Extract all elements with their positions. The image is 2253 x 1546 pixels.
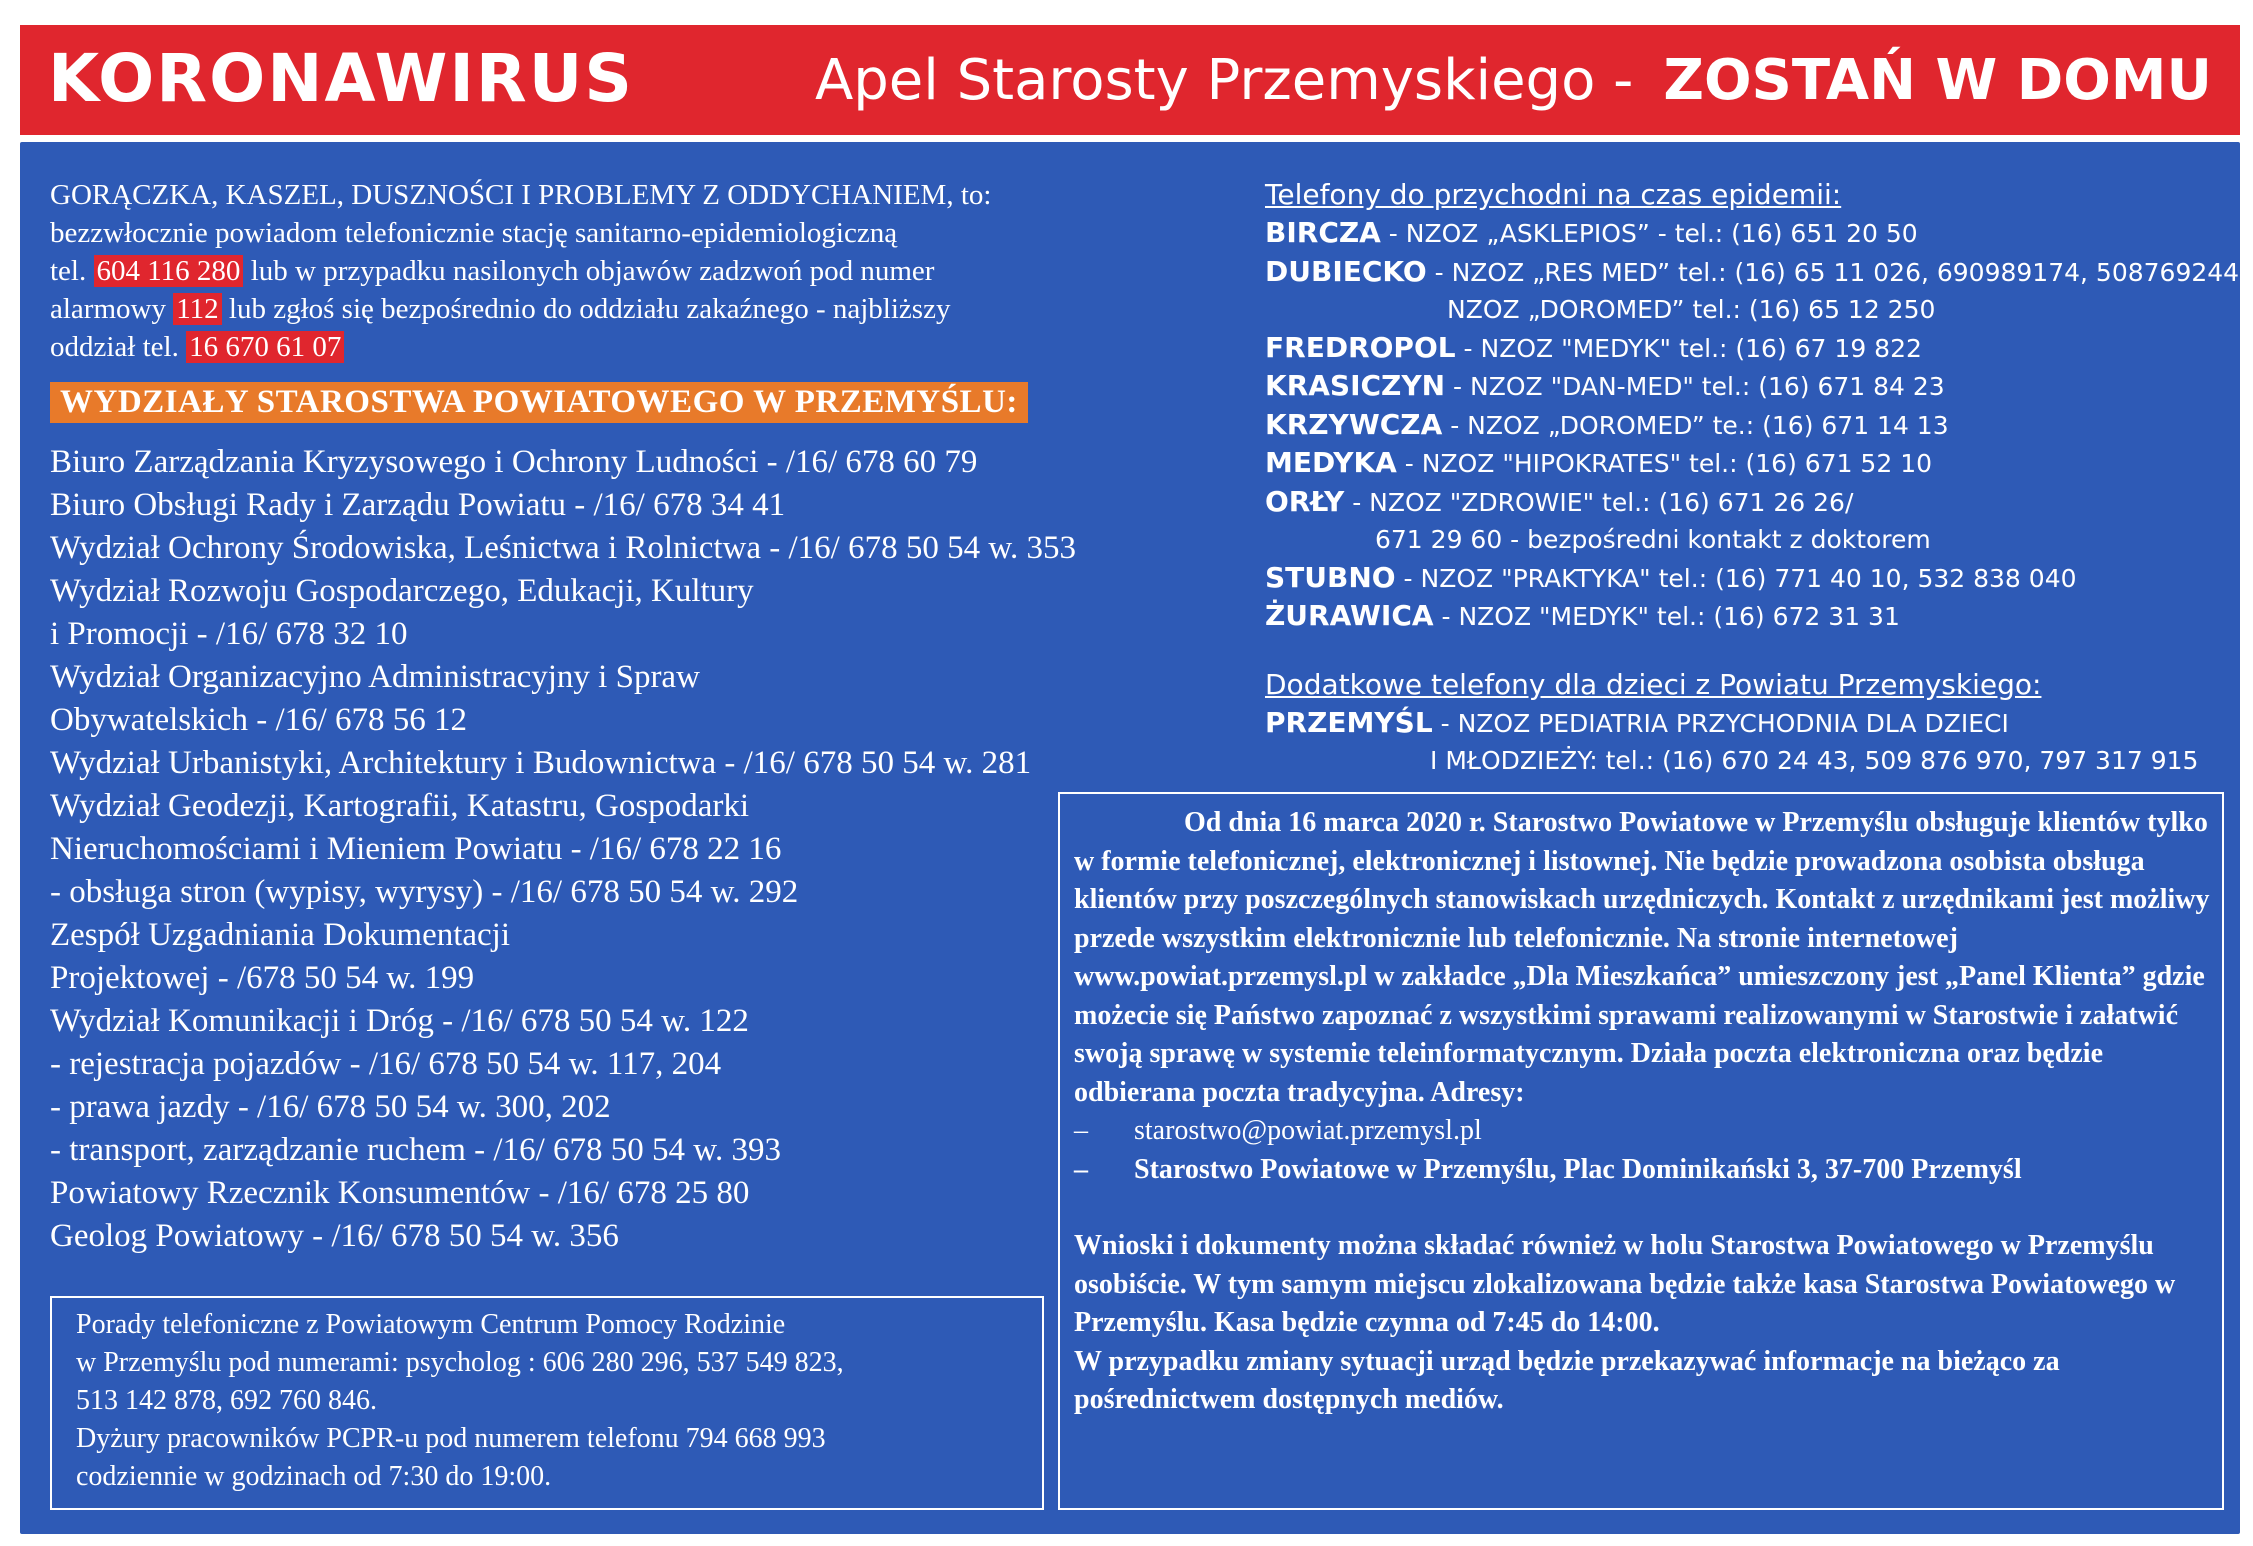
clinics-title: Telefony do przychodni na czas epidemii: bbox=[1265, 178, 1842, 211]
intro-line: lub zgłoś się bezpośrednio do oddziału zakaźnego - najbliższy bbox=[228, 293, 951, 325]
pcpr-line: Dyżury pracowników PCPR-u pod numerem telefonu 794 668 993 bbox=[76, 1423, 826, 1454]
info-p1: Od dnia 16 marca 2020 r. Starostwo Powiatowe w Przemyślu obsługuje klientów tylko w formie telefonicznej, elektronicznej i listownej. Nie będzie prowadzona osobista obsługa klientów przy poszczególnych stanowiskach urzędniczych. Kontakt z urzędnikami jest możliwy przede wszystkim elektronicznie lub telefonicznie. Na stronie internetowej bbox=[1074, 807, 2210, 954]
department-line: Geolog Powiatowy - /16/ 678 50 54 w. 356 bbox=[50, 1218, 619, 1254]
clinic-town: BIRCZA bbox=[1265, 216, 1381, 249]
dash: – bbox=[1074, 1153, 1088, 1185]
clinic-details: - NZOZ "PRAKTYKA" tel.: (16) 771 40 10, 532 838 040 bbox=[1395, 563, 2077, 593]
clinic-details: I MŁODZIEŻY: tel.: (16) 670 24 43, 509 876 970, 797 317 915 bbox=[1430, 746, 2199, 775]
info-p1b: w zakładce „Dla Mieszkańca” umieszczony jest „Panel Klienta” gdzie możecie się Państwo zapoznać z wszystkimi sprawami realizowanymi w Starostwie i załatwić swoją sprawę w systemie teleinformatycznym. Działa poczta elektroniczna oraz będzie odbierana poczta tradycyjna. Adresy: bbox=[1074, 961, 2205, 1108]
clinic-details: 671 29 60 - bezpośredni kontakt z doktorem bbox=[1375, 525, 1931, 554]
department-line: Nieruchomościami i Mieniem Powiatu - /16/ 678 22 16 bbox=[50, 831, 782, 867]
clinic-row bbox=[1265, 521, 2225, 559]
clinic-details: - NZOZ "HIPOKRATES" tel.: (16) 671 52 10 bbox=[1396, 449, 1932, 478]
website-link[interactable]: www.powiat.przemysl.pl bbox=[1074, 961, 1368, 992]
clinic-details: - NZOZ „DOROMED” te.: (16) 671 14 13 bbox=[1442, 410, 1949, 440]
clinic-town: ORŁY bbox=[1265, 484, 1345, 518]
intro-line: oddział tel. bbox=[50, 331, 179, 363]
clinic-row bbox=[1265, 253, 2240, 292]
clinic-town: FREDROPOL bbox=[1265, 330, 1456, 364]
address-row bbox=[1074, 1112, 2214, 1151]
info-paragraph bbox=[1074, 804, 2214, 1112]
children-clinic-row bbox=[1265, 704, 2225, 743]
right-column bbox=[1265, 176, 2240, 780]
pcpr-line: codziennie w godzinach od 7:30 do 19:00. bbox=[76, 1461, 552, 1492]
intro-line: tel. bbox=[50, 255, 87, 287]
clinic-town: STUBNO bbox=[1265, 560, 1396, 594]
header-subtitle bbox=[815, 35, 2212, 127]
clinic-details: - NZOZ "ZDROWIE" tel.: (16) 671 26 26/ bbox=[1344, 487, 1854, 517]
clinic-town: MEDYKA bbox=[1265, 446, 1397, 479]
children-title: Dodatkowe telefony dla dzieci z Powiatu Przemyskiego: bbox=[1265, 667, 2042, 701]
department-line: i Promocji - /16/ 678 32 10 bbox=[50, 616, 408, 652]
pcpr-box bbox=[50, 1296, 1044, 1510]
clinic-row bbox=[1265, 444, 2225, 483]
info-paragraph: Wnioski i dokumenty można składać również w holu Starostwa Powiatowego w Przemyślu osobiście. W tym samym miejscu zlokalizowana będzie także kasa Starostwa Powiatowego w Przemyślu. Kasa będzie czynna od 7:45 do 14:00. bbox=[1074, 1230, 2176, 1338]
clinic-row bbox=[1265, 406, 2225, 445]
children-clinic-row bbox=[1265, 742, 2225, 780]
department-line: Wydział Urbanistyki, Architektury i Budownictwa - /16/ 678 50 54 w. 281 bbox=[50, 745, 1032, 781]
pcpr-line: 513 142 878, 692 760 846. bbox=[76, 1385, 377, 1416]
department-line: Wydział Komunikacji i Dróg - /16/ 678 50 54 w. 122 bbox=[50, 1003, 749, 1039]
intro-line: alarmowy bbox=[50, 293, 166, 325]
department-line: Projektowej - /678 50 54 w. 199 bbox=[50, 960, 475, 996]
clinic-details: NZOZ „DOROMED” tel.: (16) 65 12 250 bbox=[1447, 295, 1936, 324]
dash: – bbox=[1074, 1115, 1088, 1146]
header-banner bbox=[20, 25, 2240, 135]
clinic-row bbox=[1265, 367, 2225, 406]
department-line: Wydział Rozwoju Gospodarczego, Edukacji, Kultury bbox=[50, 573, 754, 609]
department-line: Wydział Organizacyjno Administracyjny i Spraw bbox=[50, 659, 700, 695]
email-address[interactable]: starostwo@powiat.przemysl.pl bbox=[1134, 1115, 1482, 1146]
department-line: - prawa jazdy - /16/ 678 50 54 w. 300, 202 bbox=[50, 1089, 611, 1125]
clinic-town: PRZEMYŚL bbox=[1265, 705, 1433, 739]
department-line: Wydział Ochrony Środowiska, Leśnictwa i Rolnictwa - /16/ 678 50 54 w. 353 bbox=[50, 530, 1077, 566]
department-line: Zespół Uzgadniania Dokumentacji bbox=[50, 917, 511, 953]
department-line: - rejestracja pojazdów - /16/ 678 50 54 w. 117, 204 bbox=[50, 1046, 722, 1082]
clinic-details: - NZOZ "MEDYK" tel.: (16) 672 31 31 bbox=[1433, 602, 1900, 631]
intro-text bbox=[50, 176, 1250, 366]
header-stay-home: ZOSTAŃ W DOMU bbox=[1663, 48, 2212, 113]
departments-title: WYDZIAŁY STAROSTWA POWIATOWEGO W PRZEMYŚLU: bbox=[50, 382, 1028, 423]
info-paragraph: W przypadku zmiany sytuacji urząd będzie przekazywać informacje na bieżąco za pośrednictwem dostępnych mediów. bbox=[1074, 1345, 2060, 1415]
clinic-row bbox=[1265, 597, 2225, 636]
clinic-details: - NZOZ PEDIATRIA PRZYCHODNIA DLA DZIECI bbox=[1432, 708, 2009, 738]
pcpr-line: w Przemyślu pod numerami: psycholog : 606 280 296, 537 549 823, bbox=[76, 1347, 844, 1378]
clinic-town: ŻURAWICA bbox=[1265, 599, 1434, 632]
clinic-details: - NZOZ „ASKLEPIOS” - tel.: (16) 651 20 50 bbox=[1380, 219, 1918, 248]
info-box bbox=[1058, 792, 2224, 1510]
pcpr-text bbox=[76, 1306, 1026, 1496]
clinic-details: - NZOZ "DAN-MED" tel.: (16) 671 84 23 bbox=[1445, 372, 1945, 401]
intro-line: lub w przypadku nasilonych objawów zadzwoń pod numer bbox=[250, 255, 935, 287]
department-line: - obsługa stron (wypisy, wyrysy) - /16/ 678 50 54 w. 292 bbox=[50, 874, 799, 910]
ward-phone: 16 670 61 07 bbox=[186, 331, 344, 363]
department-line: - transport, zarządzanie ruchem - /16/ 678 50 54 w. 393 bbox=[50, 1132, 781, 1168]
department-line: Obywatelskich - /16/ 678 56 12 bbox=[50, 702, 468, 738]
department-line: Wydział Geodezji, Kartografii, Katastru, Gospodarki bbox=[50, 788, 750, 824]
clinic-town: KRZYWCZA bbox=[1265, 407, 1443, 441]
department-line: Biuro Obsługi Rady i Zarządu Powiatu - /16/ 678 34 41 bbox=[50, 487, 786, 523]
department-line: Powiatowy Rzecznik Konsumentów - /16/ 678 25 80 bbox=[50, 1175, 750, 1211]
intro-line: bezzwłocznie powiadom telefonicznie stację sanitarno-epidemiologiczną bbox=[50, 217, 898, 249]
postal-address: Starostwo Powiatowe w Przemyślu, Plac Dominikański 3, 37-700 Przemyśl bbox=[1134, 1153, 2022, 1185]
clinic-details: - NZOZ „RES MED” tel.: (16) 65 11 026, 690989174, 508769244 bbox=[1426, 257, 2240, 287]
clinic-row bbox=[1265, 329, 2225, 368]
clinic-town: KRASICZYN bbox=[1265, 369, 1446, 402]
address-row bbox=[1074, 1151, 2214, 1190]
clinic-row bbox=[1265, 483, 2225, 522]
clinic-details: - NZOZ "MEDYK" tel.: (16) 67 19 822 bbox=[1455, 333, 1922, 363]
header-title: KORONAWIRUS bbox=[48, 40, 634, 117]
intro-line: GORĄCZKA, KASZEL, DUSZNOŚCI I PROBLEMY Z ODDYCHANIEM, to: bbox=[50, 179, 992, 211]
spacer bbox=[1074, 1189, 2214, 1227]
clinic-row bbox=[1265, 291, 2225, 329]
department-line: Biuro Zarządzania Kryzysowego i Ochrony Ludności - /16/ 678 60 79 bbox=[50, 444, 978, 480]
pcpr-line: Porady telefoniczne z Powiatowym Centrum Pomocy Rodzinie bbox=[76, 1309, 786, 1340]
sanepid-phone: 604 116 280 bbox=[94, 255, 244, 287]
clinic-row bbox=[1265, 214, 2225, 253]
info-text bbox=[1074, 804, 2214, 1420]
clinic-town: DUBIECKO bbox=[1265, 254, 1427, 288]
clinic-row bbox=[1265, 559, 2225, 598]
alarm-phone: 112 bbox=[173, 293, 221, 325]
header-appeal: Apel Starosty Przemyskiego - bbox=[814, 48, 1634, 113]
